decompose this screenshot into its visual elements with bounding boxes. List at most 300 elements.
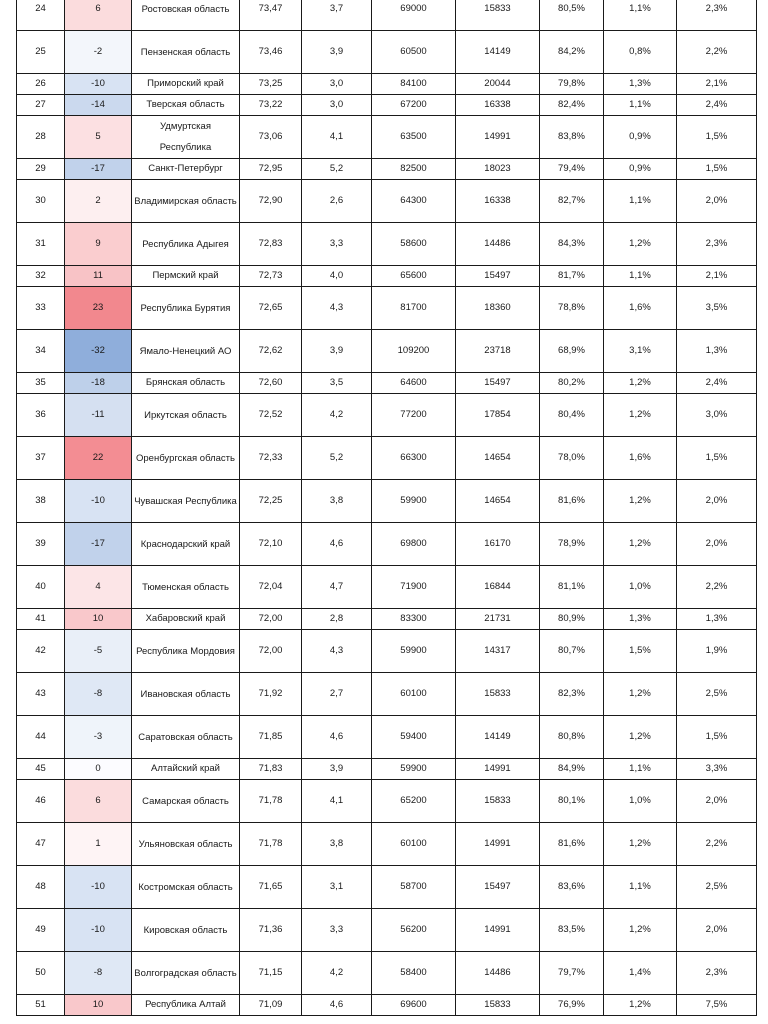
share-a-cell: 76,9% — [540, 995, 604, 1016]
table-row — [17, 673, 757, 716]
share-a-cell: 84,9% — [540, 759, 604, 780]
metric-a-cell: 3,5 — [302, 373, 372, 394]
metric-c-cell: 14317 — [456, 630, 540, 673]
region-cell: Тюменская область — [132, 566, 240, 609]
share-c-cell: 1,5% — [677, 437, 757, 480]
region-cell: Пермский край — [132, 266, 240, 287]
table-row — [17, 373, 757, 394]
share-b-cell: 1,3% — [604, 609, 677, 630]
rank-cell: 49 — [17, 909, 65, 952]
metric-b-cell: 65600 — [372, 266, 456, 287]
metric-b-cell: 66300 — [372, 437, 456, 480]
rank-cell: 34 — [17, 330, 65, 373]
metric-b-cell: 58400 — [372, 952, 456, 995]
change-cell: 10 — [65, 995, 132, 1016]
table-row — [17, 759, 757, 780]
metric-b-cell: 81700 — [372, 287, 456, 330]
metric-a-cell: 4,1 — [302, 780, 372, 823]
region-cell: Краснодарский край — [132, 523, 240, 566]
share-c-cell: 1,9% — [677, 630, 757, 673]
change-cell: 10 — [65, 609, 132, 630]
change-cell: -8 — [65, 673, 132, 716]
region-cell: Хабаровский край — [132, 609, 240, 630]
metric-c-cell: 16170 — [456, 523, 540, 566]
share-c-cell: 3,5% — [677, 287, 757, 330]
region-cell: Пензенская область — [132, 31, 240, 74]
metric-c-cell: 14149 — [456, 716, 540, 759]
region-cell: Санкт-Петербург — [132, 159, 240, 180]
metric-c-cell: 14486 — [456, 952, 540, 995]
share-a-cell: 80,2% — [540, 373, 604, 394]
metric-a-cell: 2,6 — [302, 180, 372, 223]
region-cell: Республика Мордовия — [132, 630, 240, 673]
change-cell: -3 — [65, 716, 132, 759]
metric-c-cell: 15833 — [456, 995, 540, 1016]
region-cell: Чувашская Республика — [132, 480, 240, 523]
region-cell: Удмуртская Республика — [132, 116, 240, 159]
region-cell: Ульяновская область — [132, 823, 240, 866]
rank-cell: 47 — [17, 823, 65, 866]
change-cell: 5 — [65, 116, 132, 159]
change-cell: 22 — [65, 437, 132, 480]
share-a-cell: 79,8% — [540, 74, 604, 95]
share-a-cell: 83,5% — [540, 909, 604, 952]
share-a-cell: 78,9% — [540, 523, 604, 566]
region-cell: Оренбургская область — [132, 437, 240, 480]
change-cell: -8 — [65, 952, 132, 995]
share-b-cell: 1,1% — [604, 95, 677, 116]
table-row — [17, 116, 757, 159]
index-cell: 72,33 — [240, 437, 302, 480]
change-cell: 11 — [65, 266, 132, 287]
metric-a-cell: 3,1 — [302, 866, 372, 909]
share-a-cell: 82,7% — [540, 180, 604, 223]
metric-c-cell: 14149 — [456, 31, 540, 74]
rank-cell: 45 — [17, 759, 65, 780]
metric-a-cell: 3,9 — [302, 759, 372, 780]
rank-cell: 46 — [17, 780, 65, 823]
metric-c-cell: 18023 — [456, 159, 540, 180]
table-row — [17, 630, 757, 673]
rank-cell: 37 — [17, 437, 65, 480]
change-cell: -17 — [65, 159, 132, 180]
share-c-cell: 2,3% — [677, 223, 757, 266]
share-c-cell: 7,5% — [677, 995, 757, 1016]
index-cell: 72,95 — [240, 159, 302, 180]
share-a-cell: 81,7% — [540, 266, 604, 287]
metric-c-cell: 14654 — [456, 480, 540, 523]
region-cell: Приморский край — [132, 74, 240, 95]
change-cell: -10 — [65, 74, 132, 95]
rank-cell: 48 — [17, 866, 65, 909]
region-cell: Саратовская область — [132, 716, 240, 759]
table-row — [17, 437, 757, 480]
metric-b-cell: 65200 — [372, 780, 456, 823]
metric-c-cell: 15833 — [456, 0, 540, 31]
metric-c-cell: 16338 — [456, 180, 540, 223]
rank-cell: 30 — [17, 180, 65, 223]
index-cell: 71,15 — [240, 952, 302, 995]
rank-cell: 44 — [17, 716, 65, 759]
metric-b-cell: 84100 — [372, 74, 456, 95]
metric-c-cell: 23718 — [456, 330, 540, 373]
change-cell: -18 — [65, 373, 132, 394]
change-cell: -10 — [65, 909, 132, 952]
share-a-cell: 81,1% — [540, 566, 604, 609]
index-cell: 72,62 — [240, 330, 302, 373]
share-b-cell: 1,1% — [604, 0, 677, 31]
index-cell: 72,25 — [240, 480, 302, 523]
metric-a-cell: 4,2 — [302, 394, 372, 437]
change-cell: -10 — [65, 480, 132, 523]
share-c-cell: 2,0% — [677, 909, 757, 952]
table-row — [17, 266, 757, 287]
region-cell: Самарская область — [132, 780, 240, 823]
metric-a-cell: 4,1 — [302, 116, 372, 159]
metric-c-cell: 16844 — [456, 566, 540, 609]
change-cell: -17 — [65, 523, 132, 566]
share-b-cell: 0,9% — [604, 159, 677, 180]
metric-a-cell: 3,0 — [302, 95, 372, 116]
share-a-cell: 84,3% — [540, 223, 604, 266]
rank-cell: 33 — [17, 287, 65, 330]
table-row — [17, 394, 757, 437]
share-b-cell: 1,2% — [604, 394, 677, 437]
share-c-cell: 3,0% — [677, 394, 757, 437]
index-cell: 72,60 — [240, 373, 302, 394]
index-cell: 71,36 — [240, 909, 302, 952]
metric-c-cell: 15497 — [456, 866, 540, 909]
table-row — [17, 223, 757, 266]
region-cell: Костромская область — [132, 866, 240, 909]
index-cell: 72,00 — [240, 609, 302, 630]
share-c-cell: 2,1% — [677, 266, 757, 287]
table-row — [17, 866, 757, 909]
index-cell: 72,10 — [240, 523, 302, 566]
index-cell: 72,00 — [240, 630, 302, 673]
rank-cell: 38 — [17, 480, 65, 523]
metric-a-cell: 4,2 — [302, 952, 372, 995]
metric-a-cell: 4,6 — [302, 523, 372, 566]
share-c-cell: 2,0% — [677, 780, 757, 823]
table-row — [17, 330, 757, 373]
change-cell: 2 — [65, 180, 132, 223]
rank-cell: 51 — [17, 995, 65, 1016]
table-row — [17, 609, 757, 630]
change-cell: 6 — [65, 0, 132, 31]
share-a-cell: 80,8% — [540, 716, 604, 759]
metric-b-cell: 59400 — [372, 716, 456, 759]
metric-b-cell: 71900 — [372, 566, 456, 609]
rank-cell: 31 — [17, 223, 65, 266]
index-cell: 72,73 — [240, 266, 302, 287]
share-c-cell: 1,3% — [677, 609, 757, 630]
share-b-cell: 0,9% — [604, 116, 677, 159]
metric-b-cell: 60100 — [372, 673, 456, 716]
share-c-cell: 2,0% — [677, 180, 757, 223]
metric-a-cell: 2,7 — [302, 673, 372, 716]
metric-c-cell: 17854 — [456, 394, 540, 437]
share-c-cell: 1,5% — [677, 716, 757, 759]
table-row — [17, 0, 757, 31]
index-cell: 73,06 — [240, 116, 302, 159]
share-c-cell: 2,0% — [677, 523, 757, 566]
share-b-cell: 1,2% — [604, 673, 677, 716]
change-cell: 4 — [65, 566, 132, 609]
share-a-cell: 80,7% — [540, 630, 604, 673]
metric-a-cell: 2,8 — [302, 609, 372, 630]
share-a-cell: 78,8% — [540, 287, 604, 330]
index-cell: 71,65 — [240, 866, 302, 909]
region-cell: Волгоградская область — [132, 952, 240, 995]
share-b-cell: 1,2% — [604, 373, 677, 394]
region-cell: Брянская область — [132, 373, 240, 394]
table-row — [17, 995, 757, 1016]
share-c-cell: 2,4% — [677, 373, 757, 394]
metric-b-cell: 82500 — [372, 159, 456, 180]
metric-b-cell: 83300 — [372, 609, 456, 630]
change-cell: -32 — [65, 330, 132, 373]
region-cell: Ивановская область — [132, 673, 240, 716]
table-row — [17, 74, 757, 95]
metric-b-cell: 69800 — [372, 523, 456, 566]
share-c-cell: 2,3% — [677, 952, 757, 995]
metric-a-cell: 3,9 — [302, 330, 372, 373]
share-a-cell: 82,3% — [540, 673, 604, 716]
share-a-cell: 78,0% — [540, 437, 604, 480]
metric-b-cell: 67200 — [372, 95, 456, 116]
share-c-cell: 2,1% — [677, 74, 757, 95]
region-cell: Кировская область — [132, 909, 240, 952]
change-cell: 6 — [65, 780, 132, 823]
rank-cell: 36 — [17, 394, 65, 437]
change-cell: -5 — [65, 630, 132, 673]
change-cell: 23 — [65, 287, 132, 330]
share-a-cell: 84,2% — [540, 31, 604, 74]
metric-a-cell: 4,6 — [302, 995, 372, 1016]
region-cell: Владимирская область — [132, 180, 240, 223]
share-c-cell: 2,5% — [677, 866, 757, 909]
metric-b-cell: 59900 — [372, 480, 456, 523]
share-b-cell: 1,1% — [604, 180, 677, 223]
share-b-cell: 1,3% — [604, 74, 677, 95]
share-c-cell: 2,2% — [677, 31, 757, 74]
table-row — [17, 159, 757, 180]
table-row — [17, 480, 757, 523]
share-a-cell: 68,9% — [540, 330, 604, 373]
metric-a-cell: 4,3 — [302, 287, 372, 330]
metric-a-cell: 5,2 — [302, 159, 372, 180]
share-b-cell: 1,0% — [604, 566, 677, 609]
metric-b-cell: 77200 — [372, 394, 456, 437]
metric-a-cell: 3,3 — [302, 223, 372, 266]
metric-a-cell: 3,7 — [302, 0, 372, 31]
share-c-cell: 2,5% — [677, 673, 757, 716]
metric-b-cell: 59900 — [372, 759, 456, 780]
metric-b-cell: 109200 — [372, 330, 456, 373]
metric-c-cell: 15833 — [456, 673, 540, 716]
metric-c-cell: 15497 — [456, 373, 540, 394]
share-c-cell: 2,2% — [677, 823, 757, 866]
change-cell: -11 — [65, 394, 132, 437]
metric-c-cell: 14486 — [456, 223, 540, 266]
change-cell: 1 — [65, 823, 132, 866]
index-cell: 72,52 — [240, 394, 302, 437]
share-a-cell: 80,9% — [540, 609, 604, 630]
metric-a-cell: 3,8 — [302, 823, 372, 866]
share-c-cell: 2,0% — [677, 480, 757, 523]
index-cell: 71,83 — [240, 759, 302, 780]
table-row — [17, 716, 757, 759]
share-b-cell: 1,2% — [604, 523, 677, 566]
table-row — [17, 566, 757, 609]
metric-b-cell: 69000 — [372, 0, 456, 31]
share-c-cell: 2,3% — [677, 0, 757, 31]
table-row — [17, 909, 757, 952]
rank-cell: 25 — [17, 31, 65, 74]
share-b-cell: 1,1% — [604, 759, 677, 780]
metric-b-cell: 58700 — [372, 866, 456, 909]
share-b-cell: 0,8% — [604, 31, 677, 74]
index-cell: 73,25 — [240, 74, 302, 95]
table-row — [17, 823, 757, 866]
change-cell: 9 — [65, 223, 132, 266]
index-cell: 72,04 — [240, 566, 302, 609]
share-c-cell: 1,3% — [677, 330, 757, 373]
table-row — [17, 780, 757, 823]
region-cell: Республика Алтай — [132, 995, 240, 1016]
table-row — [17, 523, 757, 566]
index-cell: 72,83 — [240, 223, 302, 266]
share-a-cell: 80,1% — [540, 780, 604, 823]
rank-cell: 35 — [17, 373, 65, 394]
share-c-cell: 2,2% — [677, 566, 757, 609]
metric-c-cell: 16338 — [456, 95, 540, 116]
share-b-cell: 1,0% — [604, 780, 677, 823]
metric-a-cell: 5,2 — [302, 437, 372, 480]
region-cell: Ямало-Ненецкий АО — [132, 330, 240, 373]
share-b-cell: 1,5% — [604, 630, 677, 673]
metric-c-cell: 14654 — [456, 437, 540, 480]
share-a-cell: 81,6% — [540, 823, 604, 866]
rank-cell: 41 — [17, 609, 65, 630]
share-a-cell: 83,6% — [540, 866, 604, 909]
share-a-cell: 80,5% — [540, 0, 604, 31]
share-b-cell: 1,2% — [604, 480, 677, 523]
metric-b-cell: 60500 — [372, 31, 456, 74]
metric-a-cell: 3,8 — [302, 480, 372, 523]
metric-a-cell: 4,6 — [302, 716, 372, 759]
change-cell: -2 — [65, 31, 132, 74]
share-b-cell: 1,2% — [604, 995, 677, 1016]
share-b-cell: 1,2% — [604, 823, 677, 866]
region-cell: Республика Бурятия — [132, 287, 240, 330]
region-cell: Иркутская область — [132, 394, 240, 437]
change-cell: 0 — [65, 759, 132, 780]
index-cell: 72,90 — [240, 180, 302, 223]
rank-cell: 43 — [17, 673, 65, 716]
rank-cell: 50 — [17, 952, 65, 995]
share-c-cell: 1,5% — [677, 116, 757, 159]
index-cell: 73,22 — [240, 95, 302, 116]
table-row — [17, 31, 757, 74]
rank-cell: 32 — [17, 266, 65, 287]
metric-b-cell: 59900 — [372, 630, 456, 673]
metric-b-cell: 64300 — [372, 180, 456, 223]
share-b-cell: 3,1% — [604, 330, 677, 373]
share-a-cell: 79,7% — [540, 952, 604, 995]
rank-cell: 42 — [17, 630, 65, 673]
metric-b-cell: 64600 — [372, 373, 456, 394]
metric-c-cell: 20044 — [456, 74, 540, 95]
metric-c-cell: 14991 — [456, 909, 540, 952]
table-row — [17, 952, 757, 995]
table-body — [17, 0, 757, 1016]
share-c-cell: 2,4% — [677, 95, 757, 116]
metric-c-cell: 14991 — [456, 759, 540, 780]
region-cell: Ростовская область — [132, 0, 240, 31]
share-a-cell: 79,4% — [540, 159, 604, 180]
metric-c-cell: 15497 — [456, 266, 540, 287]
index-cell: 72,65 — [240, 287, 302, 330]
metric-a-cell: 3,3 — [302, 909, 372, 952]
metric-b-cell: 69600 — [372, 995, 456, 1016]
metric-a-cell: 3,0 — [302, 74, 372, 95]
rank-cell: 24 — [17, 0, 65, 31]
metric-c-cell: 15833 — [456, 780, 540, 823]
share-c-cell: 3,3% — [677, 759, 757, 780]
rank-cell: 27 — [17, 95, 65, 116]
share-b-cell: 1,4% — [604, 952, 677, 995]
share-b-cell: 1,6% — [604, 287, 677, 330]
rank-cell: 29 — [17, 159, 65, 180]
metric-a-cell: 4,0 — [302, 266, 372, 287]
change-cell: -10 — [65, 866, 132, 909]
share-a-cell: 81,6% — [540, 480, 604, 523]
metric-c-cell: 14991 — [456, 823, 540, 866]
metric-a-cell: 3,9 — [302, 31, 372, 74]
index-cell: 71,85 — [240, 716, 302, 759]
change-cell: -14 — [65, 95, 132, 116]
share-a-cell: 82,4% — [540, 95, 604, 116]
share-b-cell: 1,1% — [604, 266, 677, 287]
index-cell: 73,46 — [240, 31, 302, 74]
rank-cell: 26 — [17, 74, 65, 95]
share-b-cell: 1,2% — [604, 716, 677, 759]
table-row — [17, 287, 757, 330]
table-row — [17, 95, 757, 116]
share-b-cell: 1,2% — [604, 223, 677, 266]
metric-a-cell: 4,3 — [302, 630, 372, 673]
index-cell: 71,78 — [240, 780, 302, 823]
metric-b-cell: 63500 — [372, 116, 456, 159]
ranking-table — [16, 0, 757, 1016]
region-cell: Тверская область — [132, 95, 240, 116]
region-cell: Республика Адыгея — [132, 223, 240, 266]
share-b-cell: 1,1% — [604, 866, 677, 909]
index-cell: 73,47 — [240, 0, 302, 31]
index-cell: 71,92 — [240, 673, 302, 716]
share-a-cell: 80,4% — [540, 394, 604, 437]
rank-cell: 28 — [17, 116, 65, 159]
metric-b-cell: 56200 — [372, 909, 456, 952]
rank-cell: 39 — [17, 523, 65, 566]
table-row — [17, 180, 757, 223]
region-cell: Алтайский край — [132, 759, 240, 780]
share-b-cell: 1,6% — [604, 437, 677, 480]
metric-c-cell: 18360 — [456, 287, 540, 330]
index-cell: 71,09 — [240, 995, 302, 1016]
